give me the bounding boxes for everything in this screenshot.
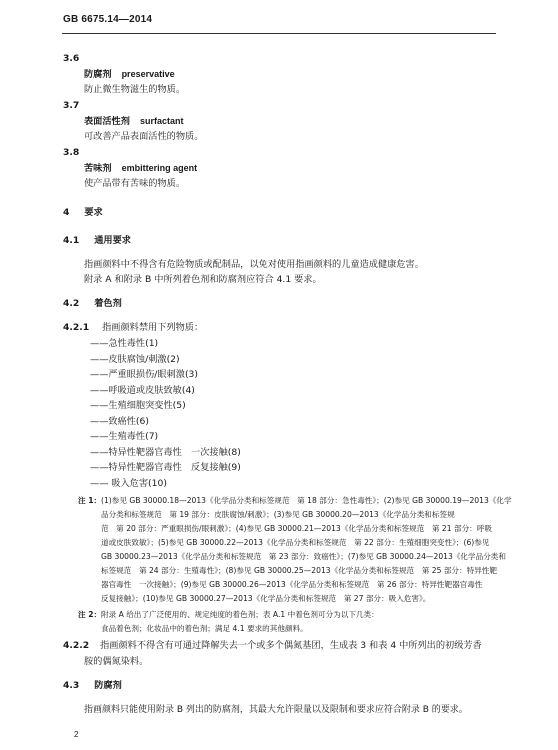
- list-item: ——生殖毒性(7): [90, 431, 159, 442]
- def-term-en: preservative: [121, 69, 175, 79]
- clause-number: 4.2.1: [63, 322, 90, 333]
- header-rule: [62, 33, 496, 34]
- section-title: 通用要求: [94, 235, 131, 246]
- list-item: ——生殖细胞突变性(5): [90, 400, 186, 411]
- note-line: 反复接触》；(10)参见 GB 30000.27—2013《化学品分类和标签规范 第 27 部分：吸入危害》。: [101, 594, 431, 603]
- def-term-line: [84, 162, 197, 175]
- section-4-2-heading: [63, 298, 122, 310]
- section-title: 防腐剂: [94, 680, 122, 691]
- list-item: ——严重眼损伤/眼刺激(3): [90, 369, 198, 380]
- section-number: 4.2: [63, 298, 80, 309]
- paragraph: 指画颜料只能使用附录 B 列出的防腐剂，其最大允许限量以及限制和要求应符合附录 B 的要求。: [84, 705, 468, 715]
- section-4-heading: [63, 207, 103, 219]
- note-line: 品分类和标签规范 第 19 部分：皮肤腐蚀/刺激》；(3)参见 GB 30000.20—2013《化学品分类和标签规: [101, 510, 455, 519]
- list-item: ——致癌性(6): [90, 416, 149, 427]
- def-description: 防止微生物滋生的物质。: [84, 84, 186, 95]
- section-4-1-heading: [63, 235, 131, 247]
- clause-intro: 指画颜料禁用下列物质：: [102, 322, 204, 333]
- def-description: 使产品带有苦味的物质。: [84, 178, 186, 189]
- note-line: 道或皮肤致敏》；(5)参见 GB 30000.22—2013《化学品分类和标签规范 第 22 部分：生殖细胞突变性》；(6)参见: [101, 538, 490, 547]
- list-item: —— 吸入危害(10): [90, 478, 167, 489]
- clause-4-2-2: [63, 640, 482, 652]
- def-term-en: surfactant: [139, 116, 184, 126]
- page-number: 2: [74, 730, 79, 739]
- def-number: 3.6: [63, 53, 80, 64]
- note-label: 注 2：: [78, 610, 102, 619]
- list-item: ——皮肤腐蚀/刺激(2): [90, 354, 180, 365]
- def-number: 3.7: [63, 100, 80, 111]
- def-term-en: embittering agent: [121, 163, 198, 173]
- paragraph: 指画颜料中不得含有危险物质或配制品，以免对使用指画颜料的儿童造成健康危害。: [84, 259, 424, 270]
- def-term-line: [84, 68, 175, 81]
- def-term-line: [84, 115, 183, 128]
- note-line: GB 30000.23—2013《化学品分类和标签规范 第 23 部分：致癌性》；(7)参见 GB 30000.24—2013《化学品分类和: [101, 552, 506, 561]
- section-number: 4.3: [63, 680, 80, 691]
- list-item: ——特异性靶器官毒性 反复接触(9): [90, 462, 241, 473]
- note-line: 食品着色剂；化妆品中的着色剂；满足 4.1 要求的其他颜料。: [101, 624, 308, 633]
- clause-text: 指画颜料不得含有可通过降解失去一个或多个偶氮基团，生成表 3 和表 4 中所列出的初级芳香: [100, 640, 482, 651]
- def-term: 苦味剂: [84, 163, 112, 174]
- note-line: 标签规范 第 24 部分：生殖毒性》；(8)参见 GB 30000.25—2013《化学品分类和标签规范 第 25 部分：特异性靶: [101, 566, 497, 575]
- paragraph: 附录 A 和附录 B 中所列着色剂和防腐剂应符合 4.1 要求。: [84, 274, 322, 285]
- clause-text-continued: 胺的偶氮染料。: [84, 656, 149, 667]
- section-number: 4.1: [63, 235, 80, 246]
- def-term: 表面活性剂: [84, 116, 130, 127]
- note-line: 器官毒性 一次接触》；(9)参见 GB 30000.26—2013《化学品分类和标签规范 第 26 部分：特异性靶器官毒性: [101, 580, 483, 589]
- standard-number: GB 6675.14—2014: [63, 14, 153, 25]
- list-item: ——特异性靶器官毒性 一次接触(8): [90, 447, 241, 458]
- section-title: 着色剂: [94, 298, 122, 309]
- note-line: 范 第 20 部分：严重眼损伤/眼刺激》；(4)参见 GB 30000.21—2013《化学品分类和标签规范 第 21 部分：呼吸: [101, 524, 492, 533]
- note-label: 注 1：: [78, 496, 102, 505]
- note-line: 附录 A 给出了广泛使用的、规定纯度的着色剂；表 A.1 中着色剂可分为以下几类：: [101, 610, 379, 619]
- def-description: 可改善产品表面活性的物质。: [84, 131, 204, 142]
- def-number: 3.8: [63, 147, 80, 158]
- section-4-3-heading: [63, 680, 122, 692]
- def-term: 防腐剂: [84, 69, 112, 80]
- clause-4-2-1: [63, 322, 203, 334]
- note-line: (1)参见 GB 30000.18—2013《化学品分类和标签规范 第 18 部分：急性毒性》；(2)参见 GB 30000.19—2013《化学: [101, 496, 512, 505]
- clause-number: 4.2.2: [63, 640, 90, 651]
- list-item: ——急性毒性(1): [90, 338, 159, 349]
- section-number: 4: [63, 207, 70, 218]
- section-title: 要求: [84, 207, 103, 218]
- list-item: ——呼吸道或皮肤致敏(4): [90, 385, 195, 396]
